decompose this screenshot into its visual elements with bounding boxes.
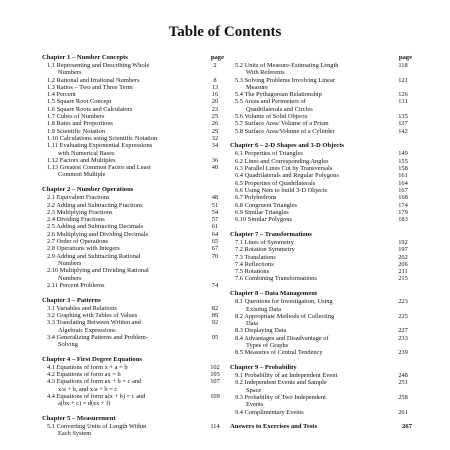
entry-page: 192 — [398, 238, 408, 246]
entry-title: 2.6 Multiplying and Dividing Decimals — [47, 230, 148, 238]
entry-page: 131 — [398, 98, 408, 106]
left-column — [42, 54, 224, 445]
chapter-heading — [42, 415, 224, 423]
toc-entry — [42, 223, 224, 230]
toc-entry — [42, 98, 224, 105]
entry-page: 48 — [211, 194, 219, 202]
entry-page: 251 — [398, 379, 408, 387]
toc-entry — [42, 84, 224, 91]
entry-page: 114 — [210, 423, 220, 431]
chapter-block — [42, 186, 224, 289]
toc-entry — [230, 394, 412, 409]
chapter-heading — [42, 186, 224, 194]
entry-page: 64 — [211, 230, 219, 238]
chapter-block — [42, 415, 224, 438]
entry-title: 5.7 Surface Area/ Volume of a Prism — [235, 120, 329, 128]
chapter-block — [230, 142, 412, 223]
entry-page: 239 — [398, 349, 408, 357]
toc-entry — [42, 202, 224, 209]
entry-title: 4.2 Equations of form ax = b — [47, 371, 121, 379]
entry-title: 4.1 Equations of form x + a = b — [47, 363, 128, 371]
entry-title: 1.5 Square Root Concept — [47, 98, 112, 106]
entry-page: 197 — [398, 246, 408, 254]
chapter-title: Chapter 8 – Data Management — [230, 290, 318, 298]
toc-entry — [42, 128, 224, 135]
entry-title: 1.8 Rates and Proportions — [47, 120, 114, 128]
entry-title-continued: Solving — [58, 341, 78, 349]
toc-entry — [230, 98, 412, 113]
entry-title: 6.1 Properties of Triangles — [235, 150, 303, 158]
chapter-heading — [230, 290, 412, 298]
entry-title: 5.3 Solving Problems Involving Linear Measure — [230, 77, 394, 92]
entry-page: 23 — [211, 105, 219, 113]
entry-page: 142 — [398, 127, 408, 135]
chapter-heading — [230, 54, 412, 62]
entry-page: 233 — [398, 334, 408, 342]
chapter-heading — [230, 231, 412, 239]
toc-entry — [230, 239, 412, 246]
entry-title: 4.3 Equations of form ax + b = c and x/a + b, and x/a + b = c — [42, 378, 206, 393]
entry-title: 6.6 Using Nets to build 3-D Objects — [235, 186, 328, 194]
entry-page: 225 — [398, 312, 408, 320]
toc-entry — [230, 180, 412, 187]
entry-title: 5.2 Units of Measure-Estimating Length With Referents — [230, 62, 394, 77]
toc-entry — [42, 120, 224, 127]
toc-entry — [42, 194, 224, 201]
entry-title: 2.4 Dividing Fractions — [47, 216, 105, 224]
entry-title: 8.4 Advantages and Disadvantage of Types of Graphs — [230, 335, 394, 350]
toc-entry — [230, 150, 412, 157]
entry-title: 1.12 Factors and Multiples — [47, 156, 116, 164]
answers-entry — [230, 423, 412, 431]
toc-entry — [230, 335, 412, 350]
entry-page: 121 — [398, 76, 408, 84]
entry-page — [206, 267, 224, 282]
entry-title-continued: Numbers — [58, 69, 82, 77]
toc-entry — [230, 246, 412, 253]
entry-title: 5.8 Surface Area/Volume of a Cylinder — [235, 127, 335, 135]
entry-page: 126 — [398, 91, 408, 99]
toc-entry — [42, 319, 224, 334]
toc-entry — [42, 305, 224, 312]
entry-title: 1.1 Representing and Describing Whole Numbers — [42, 62, 206, 77]
chapter-title: Chapter 7 – Transformations — [230, 230, 312, 238]
entry-title-continued: with Numerical Bases — [58, 149, 115, 157]
page-column-label: page — [210, 54, 224, 61]
entry-title: 6.10 Similar Polygons — [235, 216, 292, 224]
toc-entry — [42, 113, 224, 120]
toc-entry — [42, 157, 224, 164]
toc-entry — [230, 409, 412, 416]
entry-title-continued: Common Multiple — [58, 171, 106, 179]
entry-page: 13 — [211, 83, 219, 91]
chapter-heading — [230, 142, 412, 150]
entry-title: 1.7 Cubes of Numbers — [47, 113, 105, 121]
entry-title: 4.4 Equations of form a(x + b) = c and a(bx + c) = d(ex + f) — [42, 393, 206, 408]
entry-title-continued: Algebraic Expressions — [58, 326, 116, 334]
entry-title: 6.7 Polyhedrons — [235, 194, 277, 202]
entry-title: 6.8 Congruent Triangles — [235, 201, 297, 209]
chapter-title: Chapter 9 – Probability — [230, 364, 297, 372]
entry-title: 5.5 Areas and Perimeters of Quadrilaterals and Circles — [230, 98, 394, 113]
chapter-heading — [42, 54, 224, 62]
entry-title: 9.4 Complimentary Events — [235, 408, 304, 416]
entry-title: 8.2 Appropriate Methods of Collecting Data — [230, 313, 394, 328]
page-title: Table of Contents — [168, 24, 282, 40]
toc-entry — [42, 364, 224, 371]
entry-page: 215 — [398, 275, 408, 283]
entry-title-continued: With Referents — [246, 69, 285, 77]
entry-page: 16 — [211, 91, 219, 99]
entry-title: 3.2 Graphing with Tables of Values — [47, 311, 138, 319]
toc-entry — [230, 187, 412, 194]
entry-title: 6.2 Lines and Corresponding Angles — [235, 157, 329, 165]
entry-title: 1.3 Ratios – Two and Three Term — [47, 83, 133, 91]
entry-page: 248 — [398, 372, 408, 380]
toc-entry — [42, 253, 224, 268]
entry-title: 2.9 Adding and Subtracting Rational Numbers — [42, 253, 206, 268]
entry-title: 5.4 The Pythagorean Relationship — [235, 91, 322, 99]
entry-title: 7.4 Reflections — [235, 260, 274, 268]
entry-title: 6.9 Similar Triangles — [235, 208, 289, 216]
toc-entry — [42, 334, 224, 349]
entry-title-continued: Quadrilaterals and Circles — [246, 105, 313, 113]
entry-page: 105 — [210, 371, 220, 379]
entry-page: 92 — [211, 319, 219, 327]
entry-title: 7.1 Lines of Symmetry — [235, 238, 294, 246]
entry-title: 3.1 Variables and Relations — [47, 304, 117, 312]
entry-page: 40 — [211, 164, 219, 172]
entry-page: 211 — [398, 268, 408, 276]
toc-entry — [42, 164, 224, 179]
entry-title: 1.11 Evaluating Exponential Expressions with Numerical Bases — [42, 142, 206, 157]
toc-entry — [230, 120, 412, 127]
entry-title: 2.1 Equivalent Fractions — [47, 194, 110, 202]
toc-entry — [42, 77, 224, 84]
toc-entry — [230, 254, 412, 261]
toc-entry — [42, 231, 224, 238]
entry-title: 3.4 Generalizing Patterns and Problem- Solving — [42, 334, 206, 349]
toc-entry — [230, 372, 412, 379]
toc-entry — [42, 371, 224, 378]
entry-page: 36 — [211, 156, 219, 164]
entry-page: 26 — [211, 120, 219, 128]
entry-title: 1.6 Square Roots and Calculators — [47, 105, 133, 113]
entry-title: 6.5 Properties of Quadrilaterals — [235, 179, 316, 187]
toc-entry — [230, 165, 412, 172]
entry-page: 25 — [211, 113, 219, 121]
entry-title-continued: Space — [246, 386, 262, 394]
entry-title: 1.13 Greatest Common Factor and Least Common Multiple — [42, 164, 206, 179]
entry-title: 9.2 Independent Events and Sample Space — [230, 379, 394, 394]
chapter-block — [230, 231, 412, 283]
toc-entry — [42, 135, 224, 142]
toc-entry — [42, 267, 224, 282]
entry-page: 158 — [398, 165, 408, 173]
entry-title-continued: Each System — [58, 430, 92, 438]
entry-page: 95 — [211, 333, 219, 341]
toc-entry — [42, 62, 224, 77]
chapter-title: Chapter 2 – Number Operations — [42, 186, 134, 194]
entry-page: 137 — [398, 120, 408, 128]
entry-page: 161 — [398, 172, 408, 180]
right-column — [230, 54, 412, 431]
entry-title: 9.3 Probability of Two Independent Events — [230, 394, 394, 409]
entry-page: 227 — [398, 327, 408, 335]
entry-title-continued: a(bx + c) = d(ex + f) — [58, 400, 111, 408]
toc-entry — [230, 158, 412, 165]
chapter-block — [230, 54, 412, 135]
answers-label: Answers to Exercises and Tests — [230, 423, 318, 431]
entry-title-continued: Existing Data — [246, 305, 281, 313]
toc-entry — [230, 62, 412, 77]
toc-entry — [230, 313, 412, 328]
toc-entry — [42, 238, 224, 245]
entry-title: 8.1 Questions for Investigation, Using Existing Data — [230, 298, 394, 313]
entry-page: 54 — [211, 208, 219, 216]
entry-title: 2.8 Operations with Integers — [47, 245, 120, 253]
entry-title: 2.5 Adding and Subtracting Decimals — [47, 223, 144, 231]
entry-title: 5.6 Volume of Solid Objects — [235, 113, 308, 121]
chapter-heading — [42, 356, 224, 364]
chapter-title: Chapter 6 – 2-D Shapes and 3-D Objects — [230, 142, 344, 150]
toc-entry — [42, 423, 224, 438]
entry-title-continued: Data — [246, 320, 259, 328]
entry-title: 2.7 Order of Operations — [47, 238, 109, 246]
entry-page: 261 — [398, 408, 408, 416]
toc-entry — [230, 327, 412, 334]
entry-title: 7.6 Combining Transformations — [235, 275, 317, 283]
toc-entry — [230, 202, 412, 209]
toc-entry — [230, 216, 412, 223]
entry-title: 2.2 Adding and Subtracting Fractions — [47, 201, 143, 209]
toc-entry — [230, 268, 412, 275]
entry-title-continued: Measure — [246, 83, 269, 91]
chapter-block — [230, 364, 412, 416]
entry-title-continued: Events — [246, 401, 264, 409]
entry-page: 8 — [213, 76, 217, 84]
entry-page: 89 — [211, 311, 219, 319]
entry-page: 164 — [398, 179, 408, 187]
chapter-block — [42, 54, 224, 179]
entry-page: 67 — [211, 245, 219, 253]
chapter-title: Chapter 3 – Patterns — [42, 296, 101, 304]
chapter-heading — [42, 297, 224, 305]
entry-page: 61 — [211, 223, 219, 231]
entry-title: 5.1 Converting Units of Length Within Each System — [42, 423, 206, 438]
answers-page: 267 — [402, 423, 412, 431]
toc-entry — [230, 209, 412, 216]
entry-title: 2.10 Multiplying and Dividing Rational Numbers — [42, 267, 206, 282]
entry-title: 1.2 Rational and Irrational Numbers — [47, 76, 140, 84]
toc-entry — [230, 275, 412, 282]
chapter-block — [230, 290, 412, 356]
toc-entry — [230, 128, 412, 135]
entry-page: 2 — [213, 62, 217, 69]
entry-page: 82 — [211, 304, 219, 312]
toc-entry — [230, 113, 412, 120]
entry-title-continued: Numbers — [58, 274, 82, 282]
toc-entry — [42, 91, 224, 98]
entry-page: 202 — [398, 253, 408, 261]
entry-page: 174 — [398, 201, 408, 209]
entry-title: 3.3 Translating Between Written and Algebraic Expressions — [42, 319, 206, 334]
toc-entry — [230, 349, 412, 356]
entry-page: 118 — [398, 62, 408, 69]
entry-page: 57 — [211, 216, 219, 224]
toc-entry — [42, 378, 224, 393]
entry-page: 107 — [210, 378, 220, 386]
entry-title: 2.11 Percent Problems — [47, 281, 105, 289]
toc-entry — [230, 261, 412, 268]
toc-entry — [230, 379, 412, 394]
toc-entry — [230, 91, 412, 98]
entry-title-continued: Types of Graphs — [246, 342, 289, 349]
entry-title: 2.3 Multiplying Fractions — [47, 208, 113, 216]
entry-title: 8.3 Displaying Data — [235, 327, 287, 335]
entry-page: 70 — [211, 252, 219, 260]
entry-page: 74 — [211, 281, 219, 289]
chapter-heading — [230, 364, 412, 372]
toc-entry — [42, 106, 224, 113]
entry-page: 258 — [398, 393, 408, 401]
entry-title: 9.1 Probability of an Independent Event — [235, 372, 338, 380]
toc-entry — [42, 282, 224, 289]
entry-title: 6.3 Parallel Lines Cut by Transversals — [235, 165, 333, 173]
entry-title: 1.9 Scientific Notation — [47, 127, 106, 135]
toc-entry — [230, 77, 412, 92]
page-column-label: page — [398, 54, 412, 61]
entry-title: 8.5 Measures of Central Tendency — [235, 349, 323, 357]
entry-title: 6.4 Quadrilaterals and Regular Polygons — [235, 172, 339, 180]
entry-title: 7.3 Translations — [235, 253, 276, 261]
entry-page: 65 — [211, 238, 219, 246]
entry-page: 34 — [211, 142, 219, 150]
toc-entry — [42, 142, 224, 157]
entry-page: 155 — [398, 157, 408, 165]
entry-page: 51 — [211, 201, 219, 209]
entry-page: 32 — [211, 134, 219, 142]
toc-entry — [42, 209, 224, 216]
entry-page: 206 — [398, 260, 408, 268]
entry-title: 7.5 Rotations — [235, 268, 270, 276]
entry-page: 168 — [398, 194, 408, 202]
entry-page: 167 — [398, 186, 408, 194]
toc-entry — [42, 393, 224, 408]
chapter-block — [42, 356, 224, 408]
chapter-title: Chapter 5 – Measurement — [42, 415, 116, 423]
toc-entry — [230, 194, 412, 201]
toc-entry — [42, 312, 224, 319]
toc-entry — [230, 298, 412, 313]
entry-page: 20 — [211, 98, 219, 106]
entry-page: 29 — [211, 127, 219, 135]
entry-page: 102 — [210, 363, 220, 371]
toc-entry — [230, 172, 412, 179]
entry-page: 179 — [398, 208, 408, 216]
toc-entry — [42, 245, 224, 252]
entry-title: 1.10 Calculations using Scientific Notation — [47, 134, 158, 142]
entry-title-continued: Numbers — [58, 259, 82, 267]
entry-page: 149 — [398, 150, 408, 158]
entry-page: 109 — [210, 393, 220, 401]
chapter-block — [42, 297, 224, 349]
entry-title: 7.2 Rotation Symmetry — [235, 246, 295, 254]
entry-title: 1.4 Percent — [47, 91, 76, 99]
chapter-title: Chapter 1 – Number Concepts — [42, 54, 128, 61]
entry-page: 223 — [398, 298, 408, 306]
entry-page: 135 — [398, 113, 408, 121]
entry-title-continued: x/a + b, and x/a + b = c — [58, 385, 118, 393]
toc-entry — [42, 216, 224, 223]
chapter-title: Chapter 4 – First Degree Equations — [42, 355, 142, 363]
entry-page: 183 — [398, 216, 408, 224]
